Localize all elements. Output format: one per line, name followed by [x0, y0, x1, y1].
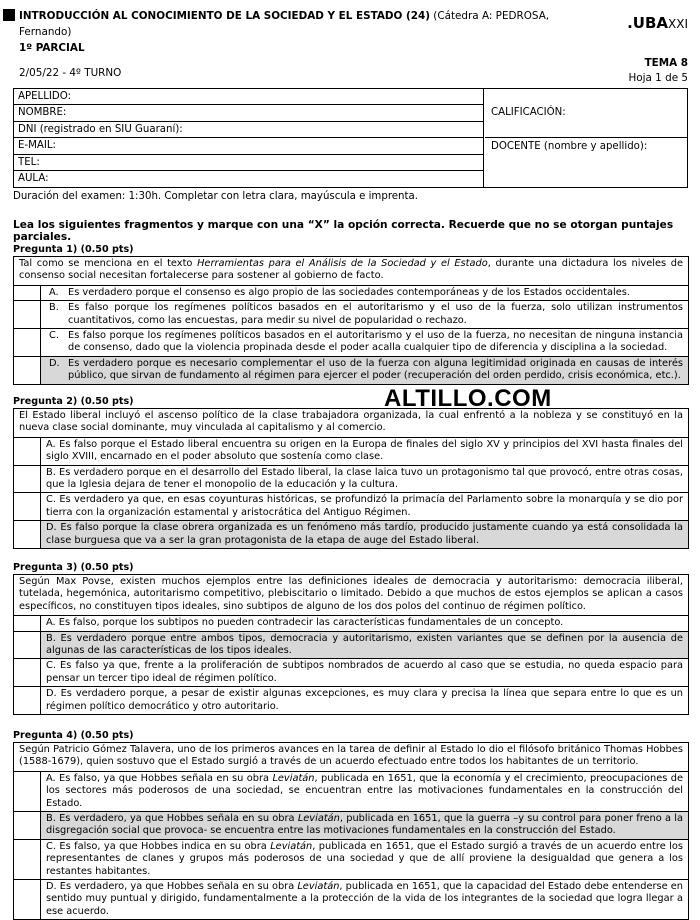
question-3-option-c[interactable]: C. Es falso ya que, frente a la proliferación de subtipos nombrados de acuerdo al caso que se estudia, no queda espacio para pensar un tercer tipo ideal de régimen político. — [14, 659, 688, 687]
answer-checkbox[interactable] — [14, 772, 41, 811]
question-2-option-d[interactable]: D. Es falso porque la clase obrera organizada es un fenómeno más tardío, producido justamente cuando ya está consolidada la clase burguesa que va a ser la gran protagonista de la etapa de auge del Estado liberal. — [14, 521, 688, 548]
answer-checkbox[interactable] — [14, 329, 41, 356]
question-1-option-b[interactable]: B. Es falso porque los regímenes políticos basados en el autoritarismo y el uso de la fuerza, solo utilizan instrumentos cuantitativos, como las encuestas, para medir su nivel de popularidad o rechazo. — [14, 301, 688, 329]
calificacion-label: CALIFICACIÓN: — [491, 107, 566, 118]
question-2-option-a[interactable]: A. Es falso porque el Estado liberal encuentra su origen en la Europa de finales del siglo XV y principios del XVI hasta finales del siglo XVIII, encarnado en el poder absoluto que sostenía como clase. — [14, 438, 688, 466]
dni-field[interactable]: DNI (registrado en SIU Guaraní): — [14, 122, 483, 138]
question-2-box — [13, 408, 689, 549]
question-2-label: Pregunta 2) (0.50 pts) — [13, 396, 134, 407]
question-1-stem: Tal como se menciona en el texto Herramientas para el Análisis de la Sociedad y el Estado, durante una dictadura los niveles de consenso social necesitan fortalecerse para sostener al gobierno de facto. — [14, 257, 688, 286]
question-1-option-a[interactable]: A. Es verdadero porque el consenso es algo propio de las sociedades contemporáneas y de los Estados occidentales. — [14, 286, 688, 301]
answer-checkbox[interactable] — [14, 357, 41, 384]
question-3-option-d[interactable]: D. Es verdadero porque, a pesar de existir algunas excepciones, es muy clara y precisa la línea que separa entre lo que es un régimen político democrático y otro autoritario. — [14, 687, 688, 714]
tel-field[interactable]: TEL: — [14, 155, 483, 171]
question-3-stem: Según Max Povse, existen muchos ejemplos entre las definiciones ideales de democracia y autoritarismo: democracia iliberal, tutelada, hegemónica, autoritarismo competitivo, plebiscitario o limitado. Debido a que muchos de estos ejemplos se aplican a casos específicos, no constituyen tipos ideales, sino subtipos de alguno de los dos polos del continuo de régimen político. — [14, 575, 688, 616]
page-counter: Hoja 1 de 5 — [628, 72, 688, 84]
answer-checkbox[interactable] — [14, 521, 41, 548]
question-4-option-c[interactable]: C. Es falso, ya que Hobbes indica en su obra Leviatán, publicada en 1651, que el Estado surgió a través de un acuerdo entre los representantes de clanes y grupos más poderosos de una sociedad y que de allí proviene la desigualdad que genera a los restantes habitantes. — [14, 840, 688, 880]
watermark: ALTILLO.COM — [384, 385, 552, 412]
question-1-option-c[interactable]: C. Es falso porque los regímenes políticos basados en el autoritarismo y el uso de la fuerza, no necesitan de ninguna instancia de consenso, dado que la violencia propinada desde el poder acalla cualquier tipo de diferencia y disciplina a la sociedad. — [14, 329, 688, 357]
answer-checkbox[interactable] — [14, 812, 41, 839]
answer-checkbox[interactable] — [14, 466, 41, 493]
tema-label: TEMA 8 — [644, 57, 688, 69]
answer-checkbox[interactable] — [14, 840, 41, 879]
question-1-option-d[interactable]: D. Es verdadero porque es necesario complementar el uso de la fuerza con alguna legitimidad originada en causas de interés público, que sirvan de fundamento al régimen para ejercer el poder (recuperación del orden perdido, crisis económica, etc.). — [14, 357, 688, 384]
answer-checkbox[interactable] — [14, 493, 41, 520]
question-3-option-a[interactable]: A. Es falso, porque los subtipos no pueden contradecir las características fundamentales de un concepto. — [14, 616, 688, 631]
parcial-label: 1º PARCIAL — [19, 42, 85, 54]
uba-logo: .UBAXXI — [627, 14, 688, 32]
aula-field[interactable]: AULA: — [18, 172, 49, 184]
answer-checkbox[interactable] — [14, 438, 41, 465]
question-4-option-a[interactable]: A. Es falso, ya que Hobbes señala en su obra Leviatán, publicada en 1651, que la economía y el crecimiento, preocupaciones de los sectores más poderosos de una sociedad, se encuentran entre las motivaciones fundamentales en la construcción del Estado. — [14, 772, 688, 812]
header-square-marker — [3, 9, 15, 21]
question-1-label: Pregunta 1) (0.50 pts) — [13, 244, 134, 255]
answer-checkbox[interactable] — [14, 301, 41, 328]
nombre-field[interactable]: NOMBRE: — [14, 105, 483, 121]
question-4-option-d[interactable]: D. Es verdadero, ya que Hobbes señala en su obra Leviatán, publicada en 1651, que la capacidad del Estado debe entenderse en sentido muy puntual y dirigido, fundamentalmente a la protección de la vida de los integrantes de la sociedad que logra llegar a ese acuerdo. — [14, 880, 688, 919]
apellido-field[interactable]: APELLIDO: — [14, 89, 483, 105]
question-3-option-b[interactable]: B. Es verdadero porque entre ambos tipos, democracia y autoritarismo, existen variantes que se definen por la ausencia de algunas de las características de los tipos ideales. — [14, 632, 688, 660]
duration-note: Duración del examen: 1:30h. Completar con letra clara, mayúscula e imprenta. — [13, 191, 418, 202]
student-info-box — [13, 88, 688, 188]
instructions: Lea los siguientes fragmentos y marque con una “X” la opción correcta. Recuerde que no se otorgan puntajes parciales. — [13, 219, 674, 243]
email-field[interactable]: E-MAIL: — [14, 138, 483, 154]
exam-date: 2/05/22 - 4º TURNO — [19, 67, 122, 79]
question-4-stem: Según Patricio Gómez Talavera, uno de los primeros avances en la tarea de definir al Estado lo dio el filósofo británico Thomas Hobbes (1588-1679), quien sostuvo que el Estado surgió a través de un acuerdo efectuado entre todos los habitantes de un territorio. — [14, 743, 688, 772]
exam-title: INTRODUCCIÓN AL CONOCIMIENTO DE LA SOCIEDAD Y EL ESTADO (24) (Cátedra A: PEDROSA, — [19, 10, 550, 22]
answer-checkbox[interactable] — [14, 880, 41, 919]
docente-field[interactable]: DOCENTE (nombre y apellido): — [491, 141, 648, 152]
exam-title-line2: Fernando) — [19, 26, 72, 38]
question-3-box — [13, 574, 689, 715]
answer-checkbox[interactable] — [14, 659, 41, 686]
question-1-box — [13, 256, 689, 385]
question-2-option-c[interactable]: C. Es verdadero ya que, en esas coyunturas históricas, se profundizó la primacía del Parlamento sobre la monarquía y se dio por tierra con la organización estamental y aristocrática del Antiguo Régimen. — [14, 493, 688, 521]
answer-checkbox[interactable] — [14, 632, 41, 659]
answer-checkbox[interactable] — [14, 687, 41, 714]
answer-checkbox[interactable] — [14, 286, 41, 300]
answer-checkbox[interactable] — [14, 616, 41, 630]
question-2-option-b[interactable]: B. Es verdadero porque en el desarrollo del Estado liberal, la clase laica tuvo un protagonismo tal que provocó, entre otras cosas, que la Iglesia dejara de tener el monopolio de la educación y la cultura. — [14, 466, 688, 494]
question-2-stem: El Estado liberal incluyó el ascenso político de la clase trabajadora organizada, la cual enfrentó a la nobleza y se constituyó en la nueva clase social dominante, muy vinculada al capitalismo y al comercio. — [14, 409, 688, 438]
question-3-label: Pregunta 3) (0.50 pts) — [13, 562, 134, 573]
question-4-label: Pregunta 4) (0.50 pts) — [13, 730, 134, 741]
question-4-box — [13, 742, 689, 920]
question-4-option-b[interactable]: B. Es verdadero, ya que Hobbes señala en su obra Leviatán, publicada en 1651, que la guerra –y su control para poner freno a la disgregación social que provoca- se encuentra entre las motivaciones fundamentales en la construcción del Estado. — [14, 812, 688, 840]
student-info-left — [14, 89, 484, 187]
